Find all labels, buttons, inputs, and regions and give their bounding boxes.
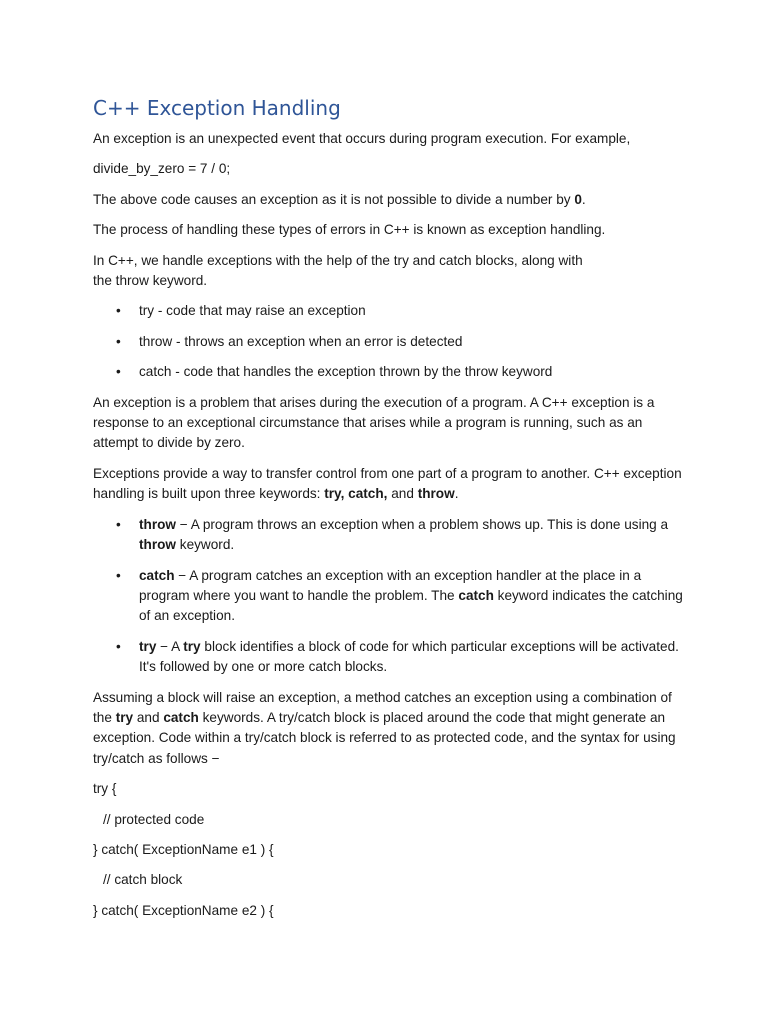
detail-try-end: block identifies a block of code for which particular exceptions will be activated. It's followed by one or more catch blocks. (139, 638, 679, 675)
zero-bold: 0 (574, 191, 582, 207)
try-catch-intro-paragraph (93, 251, 683, 292)
detail-throw-end: keyword. (176, 537, 235, 553)
detail-throw-keyword: throw (139, 516, 176, 532)
exception-handling-definition: The process of handling these types of errors in C++ is known as exception handling. (93, 222, 606, 238)
detail-catch-keyword2: catch (458, 587, 494, 603)
detail-catch-end: keyword indicates the catching of an exception. (139, 587, 683, 624)
keywords-and: and (387, 486, 418, 502)
code-line-protected-comment: // protected code (103, 811, 205, 827)
detail-item-catch (139, 566, 683, 627)
intro-paragraph: An exception is an unexpected event that occurs during program execution. For example, (93, 131, 631, 146)
syntax-intro-paragraph (93, 688, 683, 770)
detail-try-keyword2: try (183, 638, 201, 654)
detail-catch-text: − A program catches an exception with an exception handler at the place in a program where you want to handle the problem. The (139, 567, 642, 603)
exception-definition-paragraph: An exception is a problem that arises during the execution of a program. A C++ exception is a response to an exceptional circumstance that arises while a program is running, such as an attempt to divide by zero. (93, 394, 655, 451)
keywords-bold-try-catch: try, catch, (324, 486, 388, 502)
detail-try-text: − A (156, 638, 184, 654)
syntax-and: and (133, 709, 164, 725)
try-catch-intro-line2: the throw keyword. (93, 273, 208, 289)
list-item-throw: • throw - throws an exception when an error is detected (139, 332, 683, 352)
code-line-catch-comment: // catch block (103, 872, 183, 888)
divide-explanation-text: The above code causes an exception as it is not possible to divide a number by (93, 191, 575, 207)
list-item-catch: • catch - code that handles the exception thrown by the throw keyword (139, 362, 683, 382)
syntax-bold-catch: catch (163, 709, 199, 725)
page-title: C++ Exception Handling (93, 96, 341, 120)
syntax-intro-text2: keywords. A try/catch block is placed around the code that might generate an exception. Code within a try/catch block is referred to as protected code, and the syntax for using try/catch as follows − (93, 709, 676, 766)
divide-explanation-end: . (581, 191, 586, 207)
keywords-paragraph-text: Exceptions provide a way to transfer control from one part of a program to another. C++ exception handling is built upon three keywords: (93, 465, 682, 502)
document-page (93, 94, 683, 931)
syntax-intro-text1: Assuming a block will raise an exception, a method catches an exception using a combination of the (93, 689, 672, 725)
code-line-catch1: } catch( ExceptionName e1 ) { (93, 841, 274, 857)
keywords-paragraph (93, 464, 683, 505)
keywords-bold-throw: throw (417, 486, 455, 502)
syntax-bold-try: try (115, 709, 134, 725)
list-item-try: • try - code that may raise an exception (139, 301, 683, 321)
example-code-line: divide_by_zero = 7 / 0; (93, 161, 231, 177)
code-line-try: try { (93, 781, 117, 797)
keywords-end: . (454, 486, 459, 502)
detail-throw-text: − A program throws an exception when a problem shows up. This is done using a (176, 516, 669, 532)
detail-catch-keyword: catch (139, 567, 175, 583)
code-line-catch2: } catch( ExceptionName e2 ) { (93, 902, 274, 918)
detail-item-try (139, 637, 683, 678)
detail-throw-keyword2: throw (139, 537, 176, 553)
divide-explanation-paragraph (93, 190, 683, 210)
detail-try-keyword: try (139, 638, 157, 654)
try-catch-intro-line1: In C++, we handle exceptions with the help of the try and catch blocks, along with (93, 252, 583, 268)
keyword-summary-list (93, 301, 683, 382)
keyword-detail-list (93, 515, 683, 678)
detail-item-throw (139, 515, 683, 556)
